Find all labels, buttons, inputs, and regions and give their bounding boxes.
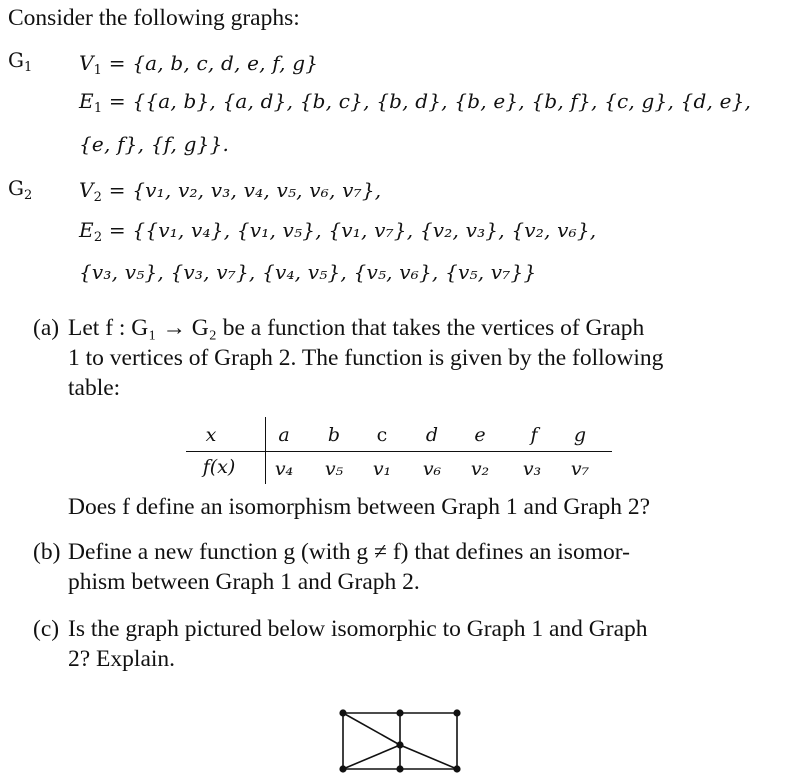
g1-edges-sub: 1	[93, 101, 103, 116]
table-input-e: e	[474, 424, 486, 446]
table-input-f: f	[530, 424, 538, 446]
g1-vertices-sub: 1	[93, 63, 103, 78]
part-a-line1: Let f : G₁ → G₂ be a function that takes the vertices of Graph	[68, 315, 645, 341]
g2-edges-sub: 2	[93, 230, 103, 245]
vertex-bottom-middle	[396, 765, 403, 772]
vertex-bottom-right	[453, 765, 460, 772]
edge-bottom-left-center	[343, 745, 400, 769]
g2-vertices-sub: 2	[93, 190, 103, 205]
table-output-3: v₁	[372, 458, 392, 480]
g2-edges-line2: {v₃, v₅}, {v₃, v₇}, {v₄, v₅}, {v₅, v₆}, {v₅, v₇}}	[79, 260, 537, 284]
table-output-7: v₇	[570, 458, 590, 480]
vertex-center	[396, 741, 403, 748]
g2-edges-line1	[79, 216, 596, 252]
g1-vertices	[79, 49, 318, 85]
g1-edges-line1	[79, 87, 751, 123]
g1-label-sub: 1	[23, 60, 33, 75]
g2-vertices-symbol: V	[79, 178, 94, 202]
part-b-line2: phism between Graph 1 and Graph 2.	[68, 569, 420, 595]
table-output-5: v₂	[470, 458, 490, 480]
part-c-line1: Is the graph pictured below isomorphic to Graph 1 and Graph	[68, 616, 648, 642]
g2-label-sub: 2	[23, 188, 33, 203]
table-output-1: v₄	[274, 458, 294, 480]
g2-label-letter: G	[8, 176, 24, 200]
edge-center-bottom-right	[400, 745, 457, 769]
part-c-line2: 2? Explain.	[68, 646, 176, 672]
table-input-a: a	[278, 424, 290, 446]
g1-edges-symbol: E	[79, 89, 94, 113]
vertex-bottom-left	[339, 765, 346, 772]
part-a-marker: (a)	[33, 315, 60, 341]
g1-label-letter: G	[8, 48, 24, 72]
g2-vertices	[79, 176, 381, 212]
part-a-line3: table:	[68, 375, 121, 401]
function-table	[182, 416, 612, 486]
part-b-line1: Define a new function g (with g ≠ f) that defines an isomor-	[68, 539, 630, 565]
table-row-fx: f(x)	[202, 456, 236, 478]
edge-top-left-center	[343, 713, 400, 745]
table-input-b: b	[327, 424, 341, 446]
g2-edges-set-part1: = {{v₁, v₄}, {v₁, v₅}, {v₁, v₇}, {v₂, v₃}, {v₂, v₆},	[102, 218, 597, 242]
g1-vertices-symbol: V	[79, 51, 94, 75]
g1-edges-set-part1: = {{a, b}, {a, d}, {b, c}, {b, d}, {b, e}, {b, f}, {c, g}, {d, e},	[102, 89, 752, 113]
part-b-marker: (b)	[33, 539, 61, 565]
g2-edges-symbol: E	[79, 218, 94, 242]
g1-vertices-set: = {a, b, c, d, e, f, g}	[102, 51, 319, 75]
table-horizontal-rule	[186, 451, 612, 452]
table-input-g: g	[573, 424, 587, 446]
vertex-top-left	[339, 709, 346, 716]
part-c-marker: (c)	[33, 616, 60, 642]
g2-vertices-set: = {v₁, v₂, v₃, v₄, v₅, v₆, v₇},	[102, 178, 382, 202]
g1-label	[8, 48, 32, 75]
g2-label	[8, 176, 32, 203]
table-output-4: v₆	[422, 458, 442, 480]
part-a-line2: 1 to vertices of Graph 2. The function is given by the following	[68, 345, 664, 371]
table-output-6: v₃	[522, 458, 542, 480]
g1-edges-line2: {e, f}, {f, g}}.	[79, 132, 230, 156]
vertex-top-right	[453, 709, 460, 716]
table-input-d: d	[425, 424, 439, 446]
table-header-x: x	[205, 424, 217, 446]
table-input-c: c	[376, 424, 388, 446]
intro-text: Consider the following graphs:	[8, 5, 300, 31]
graph-figure	[335, 705, 465, 776]
vertex-top-middle	[396, 709, 403, 716]
part-a-question: Does f define an isomorphism between Graph 1 and Graph 2?	[68, 494, 651, 520]
table-output-2: v₅	[324, 458, 344, 480]
